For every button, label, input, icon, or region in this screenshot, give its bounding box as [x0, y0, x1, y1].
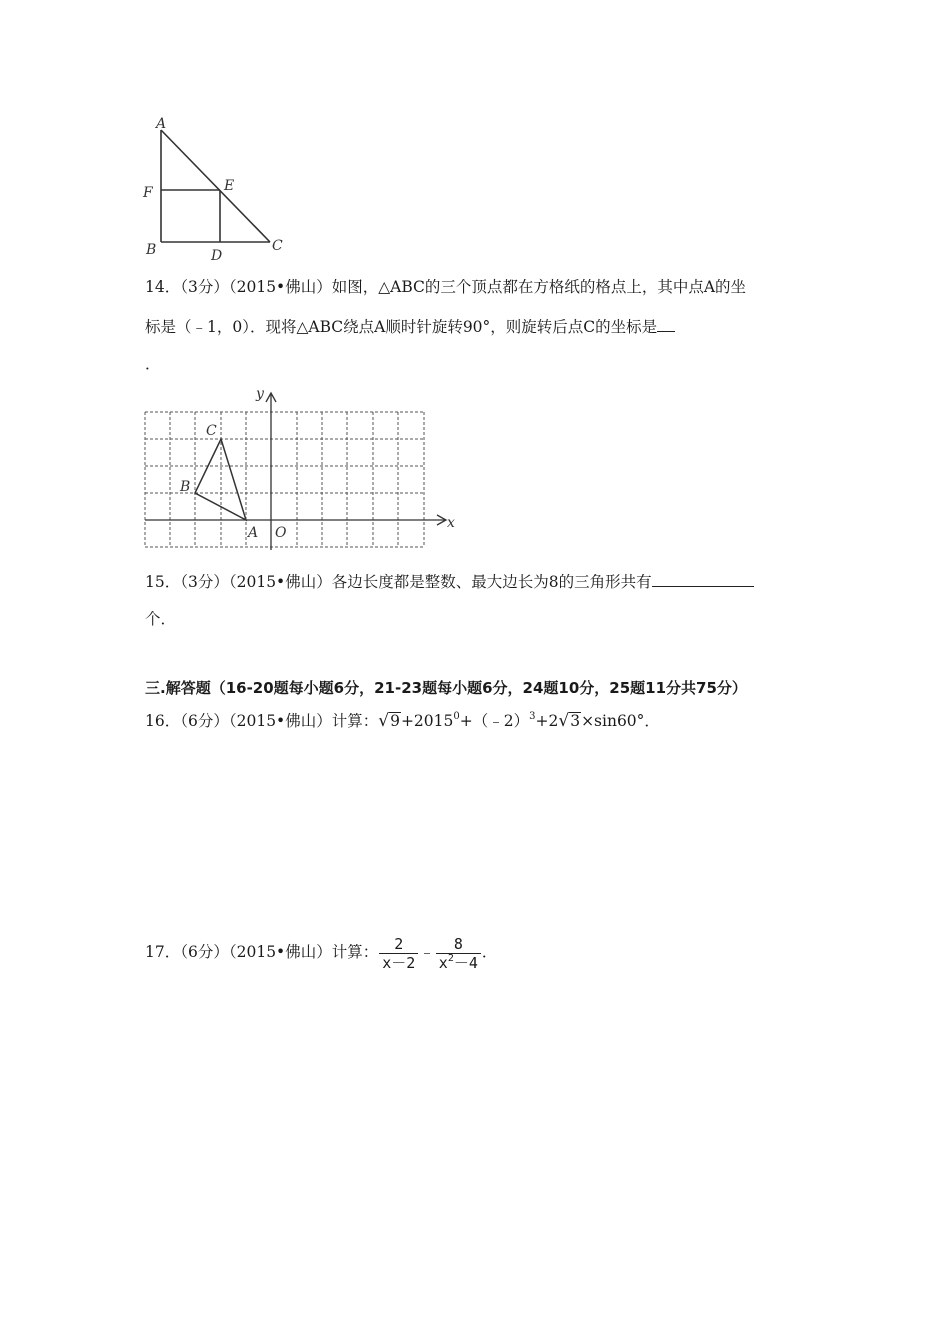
label-d: D: [211, 248, 223, 264]
radical-sign: √: [378, 711, 390, 731]
den-base: x: [438, 953, 448, 972]
expr-part: +2: [535, 712, 559, 730]
minus-sign: ﹣: [419, 943, 435, 961]
exponent: 2: [447, 952, 454, 964]
question-15-line-2: [145, 609, 176, 629]
label-a: A: [248, 525, 259, 541]
figure-13-triangle: [140, 112, 290, 264]
question-16: [145, 711, 660, 731]
answer-blank: [657, 316, 675, 332]
radicand: 3: [570, 712, 581, 730]
numerator: 8: [453, 934, 463, 953]
label-o: O: [275, 525, 287, 541]
question-source: （2015•佛山）: [228, 573, 332, 591]
question-score: （6分）: [180, 712, 229, 730]
question-source: （2015•佛山）: [228, 943, 332, 961]
expr-part: +2015: [400, 712, 454, 730]
label-b: B: [146, 242, 157, 258]
numerator: 2: [394, 934, 404, 953]
figure-14-grid: [140, 382, 460, 554]
denominator: x－2: [379, 953, 418, 972]
fraction-2: [436, 935, 481, 972]
label-x: x: [447, 515, 455, 531]
question-text: 如图，△ABC的三个顶点都在方格纸的格点上，其中点A的坐: [331, 278, 747, 296]
label-e: E: [224, 178, 235, 194]
question-source: （2015•佛山）: [228, 712, 332, 730]
question-text: ．: [145, 355, 161, 373]
question-14-line-3: [145, 354, 161, 374]
fraction-1: [379, 935, 418, 972]
answer-blank: [652, 571, 754, 587]
label-b: B: [180, 479, 191, 495]
question-score: （3分）: [180, 573, 229, 591]
exponent: 0: [453, 711, 460, 722]
question-number: 14．: [145, 278, 181, 296]
question-14-line-2: [145, 316, 675, 337]
question-text: 标是（﹣1，0）．现将△ABC绕点A顺时针旋转90°，则旋转后点C的坐标是: [145, 318, 658, 336]
question-14-line-1: [145, 277, 746, 297]
radicand: 9: [390, 712, 400, 730]
question-prefix: 计算：: [331, 943, 379, 961]
question-score: （3分）: [180, 278, 229, 296]
math-expression: [378, 712, 660, 730]
question-prefix: 计算：: [331, 712, 379, 730]
axes: [145, 393, 446, 550]
den-rest: －4: [453, 953, 478, 972]
exponent: 3: [529, 711, 536, 722]
label-c: C: [206, 423, 217, 439]
question-15-line-1: [145, 571, 754, 592]
question-number: 17．: [145, 943, 181, 961]
expr-part: +（﹣2）: [459, 712, 530, 730]
label-f: F: [143, 185, 153, 201]
question-score: （6分）: [180, 943, 229, 961]
question-17: [145, 930, 497, 974]
question-number: 15．: [145, 573, 181, 591]
label-a: A: [156, 116, 167, 132]
label-c: C: [272, 238, 283, 254]
segment-ac: [161, 130, 270, 242]
question-number: 16．: [145, 712, 181, 730]
label-y: y: [256, 386, 264, 402]
denominator: [436, 953, 481, 972]
period: ．: [481, 943, 498, 961]
radical-sign: √: [558, 711, 570, 731]
section-3-title: 三.解答题（16-20题每小题6分，21-23题每小题6分，24题10分，25题11分共75分）: [145, 679, 747, 697]
expr-part: ×sin60°．: [581, 712, 660, 730]
question-text: 各边长度都是整数、最大边长为8的三角形共有: [331, 573, 652, 591]
question-source: （2015•佛山）: [228, 278, 332, 296]
question-text: 个．: [145, 610, 177, 628]
